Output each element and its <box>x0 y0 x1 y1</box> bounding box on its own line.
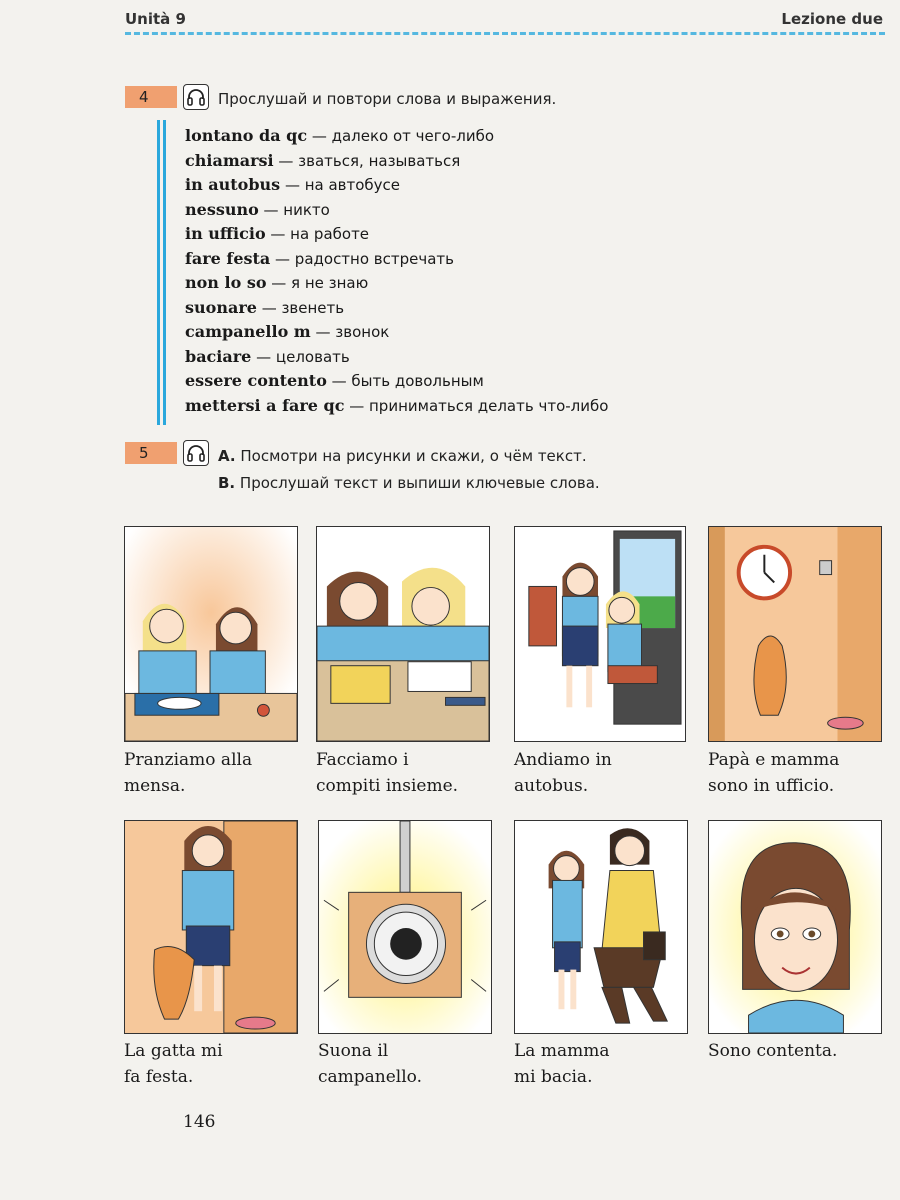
illustration-happy-girl <box>708 820 882 1034</box>
illustration-empty-home <box>708 526 882 742</box>
vocab-item <box>185 296 745 321</box>
page-number: 146 <box>183 1112 216 1132</box>
vocab-item <box>185 320 745 345</box>
vocab-item <box>185 345 745 370</box>
caption-5: La gatta mi fa festa. <box>124 1041 223 1087</box>
vocab-russian: — зваться, называться <box>273 151 461 170</box>
vocab-side-bar <box>157 120 166 425</box>
vocab-item <box>185 198 745 223</box>
vocab-russian: — я не знаю <box>266 274 369 292</box>
vocab-russian: — никто <box>258 200 330 219</box>
illustration-doorbell <box>318 820 492 1034</box>
vocab-item <box>185 222 745 247</box>
task-b-text: Прослушай текст и выпиши ключевые слова. <box>235 474 600 492</box>
vocab-item <box>185 394 745 419</box>
vocab-russian: — целовать <box>251 347 350 366</box>
vocab-item <box>185 173 745 198</box>
headphones-icon <box>183 84 209 110</box>
vocab-italian: in ufficio <box>185 224 266 243</box>
header-divider <box>125 32 885 35</box>
vocab-italian: in autobus <box>185 175 281 194</box>
vocab-italian: essere contento <box>185 371 327 390</box>
caption-4: Papà e mamma sono in ufficio. <box>708 750 840 796</box>
vocab-item <box>185 124 745 149</box>
caption-7: La mamma mi bacia. <box>514 1041 610 1087</box>
vocab-italian: suonare <box>185 297 257 317</box>
caption-1: Pranziamo alla mensa. <box>124 750 253 796</box>
vocab-russian: — на автобусе <box>280 176 401 194</box>
vocab-russian: — на работе <box>265 225 370 243</box>
vocab-russian: — быть довольным <box>326 372 484 390</box>
task-a-label: A. <box>218 447 236 465</box>
caption-2: Facciamo i compiti insieme. <box>316 750 459 796</box>
illustration-cat-greeting <box>124 820 298 1034</box>
caption-6: Suona il campanello. <box>318 1041 423 1087</box>
vocab-russian: — звенеть <box>256 298 345 317</box>
exercise-5-task-a <box>218 447 587 465</box>
vocab-italian: chiamarsi <box>185 150 274 170</box>
vocab-italian: lontano da qc <box>185 126 308 145</box>
illustration-bus <box>514 526 686 742</box>
vocab-russian: — далеко от чего-либо <box>307 127 495 145</box>
unit-label: Unità 9 <box>125 10 186 28</box>
caption-8: Sono contenta. <box>708 1041 838 1061</box>
vocab-russian: — звонок <box>310 323 390 341</box>
vocab-italian: mettersi a fare qc <box>185 395 345 415</box>
exercise-4-badge: 4 <box>125 86 177 108</box>
vocab-russian: — радостно встречать <box>270 249 455 268</box>
vocab-italian: non lo so <box>185 273 267 292</box>
vocab-italian: nessuno <box>185 199 259 219</box>
vocab-russian: — приниматься делать что-либо <box>344 396 609 415</box>
vocab-italian: fare festa <box>185 248 271 268</box>
lesson-label: Lezione due <box>781 10 883 28</box>
vocab-list <box>185 124 745 418</box>
illustration-canteen <box>124 526 298 742</box>
vocab-item <box>185 369 745 394</box>
exercise-4-instruction: Прослушай и повтори слова и выражения. <box>218 90 557 108</box>
vocab-item <box>185 271 745 296</box>
illustration-mother-kiss <box>514 820 688 1034</box>
illustration-homework <box>316 526 490 742</box>
vocab-italian: baciare <box>185 346 252 366</box>
headphones-icon <box>183 440 209 466</box>
vocab-italian: campanello m <box>185 322 311 341</box>
vocab-item <box>185 149 745 174</box>
task-a-text: Посмотри на рисунки и скажи, о чём текст. <box>235 447 587 465</box>
caption-3: Andiamo in autobus. <box>514 750 612 796</box>
task-b-label: B. <box>218 474 236 492</box>
exercise-5-task-b <box>218 474 600 492</box>
exercise-5-badge: 5 <box>125 442 177 464</box>
vocab-item <box>185 247 745 272</box>
